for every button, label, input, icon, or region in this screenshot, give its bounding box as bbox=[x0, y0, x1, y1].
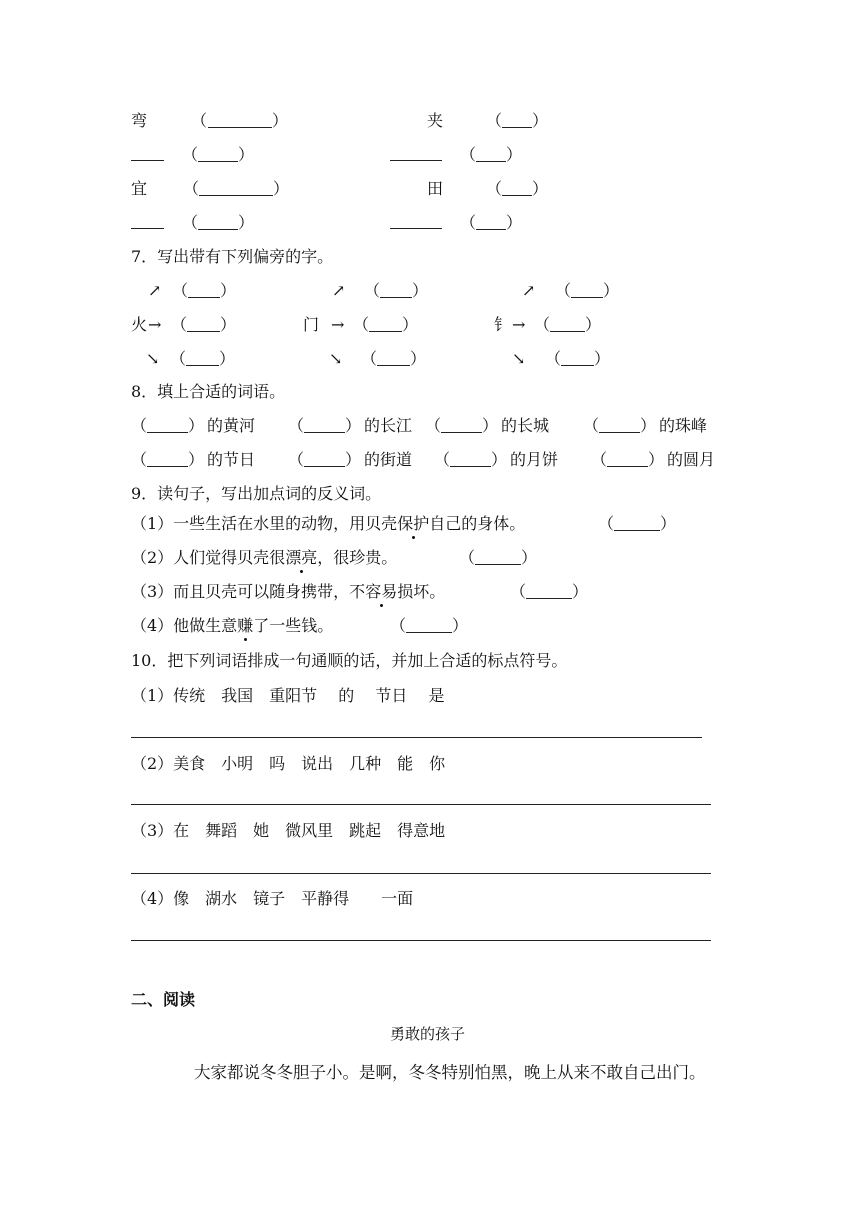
radical-fire: 火 bbox=[131, 315, 148, 334]
paren-close: ） bbox=[506, 213, 523, 232]
paren-close: ） bbox=[188, 416, 205, 435]
paren-open: （ bbox=[583, 416, 600, 435]
answer-blank[interactable] bbox=[526, 598, 572, 599]
paren-close: ） bbox=[640, 416, 657, 435]
q6-char-2: 夹 bbox=[427, 111, 444, 130]
story-first-line: 大家都说冬冬胆子小。是啊，冬冬特别怕黑，晚上从来不敢自己出门。 bbox=[194, 1063, 706, 1082]
word-suffix: 的长江 bbox=[364, 416, 413, 435]
answer-blank[interactable] bbox=[550, 331, 585, 332]
story-title: 勇敢的孩子 bbox=[390, 1025, 466, 1043]
paren-open: （ bbox=[364, 281, 381, 300]
q6-char-3: 宜 bbox=[131, 179, 148, 198]
answer-blank[interactable] bbox=[475, 564, 521, 565]
down-arrow-icon: ↘ bbox=[146, 349, 160, 368]
answer-blank[interactable] bbox=[131, 160, 164, 161]
answer-line[interactable] bbox=[131, 940, 711, 941]
down-arrow-icon: ↘ bbox=[512, 349, 526, 368]
paren-close: ） bbox=[238, 213, 255, 232]
paren-open: （ bbox=[555, 281, 572, 300]
paren-close: ） bbox=[585, 315, 602, 334]
q10-item-4: （4）像 湖水 镜子 平静得 一面 bbox=[131, 889, 414, 908]
word-suffix: 的长城 bbox=[501, 416, 550, 435]
dotted-word: 保护 bbox=[397, 514, 430, 533]
right-arrow-icon: → bbox=[512, 315, 526, 334]
answer-blank[interactable] bbox=[131, 228, 164, 229]
paren-close: ） bbox=[648, 450, 665, 469]
paren-open: （ bbox=[486, 111, 503, 130]
answer-blank[interactable] bbox=[441, 432, 482, 433]
answer-blank[interactable] bbox=[571, 297, 603, 298]
answer-blank[interactable] bbox=[369, 331, 402, 332]
word-suffix: 的街道 bbox=[364, 450, 413, 469]
answer-line[interactable] bbox=[131, 804, 711, 805]
paren-open: （ bbox=[510, 582, 527, 601]
paren-close: ） bbox=[412, 281, 429, 300]
answer-blank[interactable] bbox=[186, 365, 219, 366]
answer-blank[interactable] bbox=[614, 530, 660, 531]
paren-close: ） bbox=[273, 179, 290, 198]
answer-blank[interactable] bbox=[380, 297, 412, 298]
q10-item-1: （1）传统 我国 重阳节 的 节日 是 bbox=[131, 686, 445, 705]
answer-blank[interactable] bbox=[390, 160, 442, 161]
answer-blank[interactable] bbox=[450, 466, 491, 467]
up-arrow-icon: ↗ bbox=[148, 281, 162, 300]
paren-open: （ bbox=[460, 145, 477, 164]
answer-blank[interactable] bbox=[304, 432, 345, 433]
paren-open: （ bbox=[486, 179, 503, 198]
paren-close: ） bbox=[402, 315, 419, 334]
paren-close: ） bbox=[482, 416, 499, 435]
paren-close: ） bbox=[220, 281, 237, 300]
right-arrow-icon: → bbox=[331, 315, 345, 334]
paren-open: （ bbox=[170, 349, 187, 368]
paren-open: （ bbox=[460, 213, 477, 232]
paren-open: （ bbox=[434, 450, 451, 469]
up-arrow-icon: ↗ bbox=[332, 281, 346, 300]
paren-open: （ bbox=[545, 349, 562, 368]
paren-close: ） bbox=[238, 145, 255, 164]
paren-open: （ bbox=[288, 450, 305, 469]
q9-sentence-4: （4）他做生意赚了一些钱。 bbox=[131, 616, 334, 635]
answer-blank[interactable] bbox=[198, 161, 238, 162]
word-suffix: 的圆月 bbox=[667, 450, 716, 469]
paren-close: ） bbox=[594, 349, 611, 368]
paren-open: （ bbox=[425, 416, 442, 435]
answer-blank[interactable] bbox=[607, 466, 648, 467]
answer-blank[interactable] bbox=[502, 127, 532, 128]
radical-metal: 钅 bbox=[494, 315, 511, 334]
paren-open: （ bbox=[182, 213, 199, 232]
answer-blank[interactable] bbox=[561, 365, 594, 366]
answer-blank[interactable] bbox=[502, 195, 532, 196]
answer-blank[interactable] bbox=[208, 127, 272, 128]
paren-open: （ bbox=[131, 450, 148, 469]
right-arrow-icon: → bbox=[148, 315, 162, 334]
answer-blank[interactable] bbox=[599, 432, 640, 433]
answer-blank[interactable] bbox=[147, 466, 188, 467]
answer-blank[interactable] bbox=[199, 195, 273, 196]
answer-blank[interactable] bbox=[377, 365, 410, 366]
paren-close: ） bbox=[219, 349, 236, 368]
question-8-title: 8．填上合适的词语。 bbox=[131, 382, 286, 401]
paren-close: ） bbox=[188, 450, 205, 469]
radical-door: 门 bbox=[303, 315, 320, 334]
answer-blank[interactable] bbox=[188, 297, 220, 298]
paren-open: （ bbox=[598, 514, 615, 533]
paren-open: （ bbox=[459, 548, 476, 567]
word-suffix: 的月饼 bbox=[510, 450, 559, 469]
q6-char-4: 田 bbox=[427, 179, 444, 198]
paren-open: （ bbox=[390, 616, 407, 635]
question-10-title: 10．把下列词语排成一句通顺的话，并加上合适的标点符号。 bbox=[131, 651, 568, 670]
paren-close: ） bbox=[491, 450, 508, 469]
word-suffix: 的珠峰 bbox=[659, 416, 708, 435]
answer-blank[interactable] bbox=[406, 632, 452, 633]
paren-close: ） bbox=[452, 616, 469, 635]
dotted-word: 漂亮 bbox=[285, 548, 318, 567]
answer-blank[interactable] bbox=[390, 228, 442, 229]
paren-open: （ bbox=[353, 315, 370, 334]
answer-line[interactable] bbox=[131, 737, 702, 738]
paren-open: （ bbox=[191, 111, 208, 130]
down-arrow-icon: ↘ bbox=[329, 349, 343, 368]
paren-open: （ bbox=[182, 145, 199, 164]
q6-char-1: 弯 bbox=[131, 111, 148, 130]
question-9-title: 9．读句子，写出加点词的反义词。 bbox=[131, 484, 382, 503]
up-arrow-icon: ↗ bbox=[522, 281, 536, 300]
q10-item-2: （2）美食 小明 吗 说出 几种 能 你 bbox=[131, 754, 446, 773]
paren-open: （ bbox=[172, 281, 189, 300]
paren-close: ） bbox=[532, 179, 549, 198]
answer-blank[interactable] bbox=[187, 331, 220, 332]
word-suffix: 的黄河 bbox=[207, 416, 256, 435]
q9-sentence-2: （2）人们觉得贝壳很漂亮，很珍贵。 bbox=[131, 548, 398, 567]
paren-close: ） bbox=[532, 111, 549, 130]
answer-blank[interactable] bbox=[304, 466, 345, 467]
answer-blank[interactable] bbox=[476, 161, 506, 162]
paren-close: ） bbox=[345, 416, 362, 435]
answer-blank[interactable] bbox=[476, 229, 506, 230]
paren-close: ） bbox=[410, 349, 427, 368]
paren-open: （ bbox=[131, 416, 148, 435]
paren-close: ） bbox=[521, 548, 538, 567]
paren-close: ） bbox=[572, 582, 589, 601]
paren-close: ） bbox=[345, 450, 362, 469]
paren-open: （ bbox=[361, 349, 378, 368]
q9-sentence-1: （1）一些生活在水里的动物，用贝壳保护自己的身体。 bbox=[131, 514, 526, 533]
dotted-word: 容易 bbox=[365, 582, 398, 601]
paren-close: ） bbox=[506, 145, 523, 164]
paren-open: （ bbox=[288, 416, 305, 435]
question-7-title: 7．写出带有下列偏旁的字。 bbox=[131, 247, 334, 266]
dotted-word: 赚 bbox=[237, 616, 254, 635]
paren-close: ） bbox=[220, 315, 237, 334]
paren-open: （ bbox=[171, 315, 188, 334]
paren-open: （ bbox=[183, 179, 200, 198]
section-heading: 二、阅读 bbox=[131, 990, 196, 1009]
paren-open: （ bbox=[534, 315, 551, 334]
answer-line[interactable] bbox=[131, 873, 711, 874]
paren-close: ） bbox=[603, 281, 620, 300]
paren-open: （ bbox=[591, 450, 608, 469]
paren-close: ） bbox=[272, 111, 289, 130]
q9-sentence-3: （3）而且贝壳可以随身携带，不容易损坏。 bbox=[131, 582, 446, 601]
q10-item-3: （3）在 舞蹈 她 微风里 跳起 得意地 bbox=[131, 821, 446, 840]
word-suffix: 的节日 bbox=[207, 450, 256, 469]
answer-blank[interactable] bbox=[198, 229, 238, 230]
paren-close: ） bbox=[660, 514, 677, 533]
answer-blank[interactable] bbox=[147, 432, 188, 433]
